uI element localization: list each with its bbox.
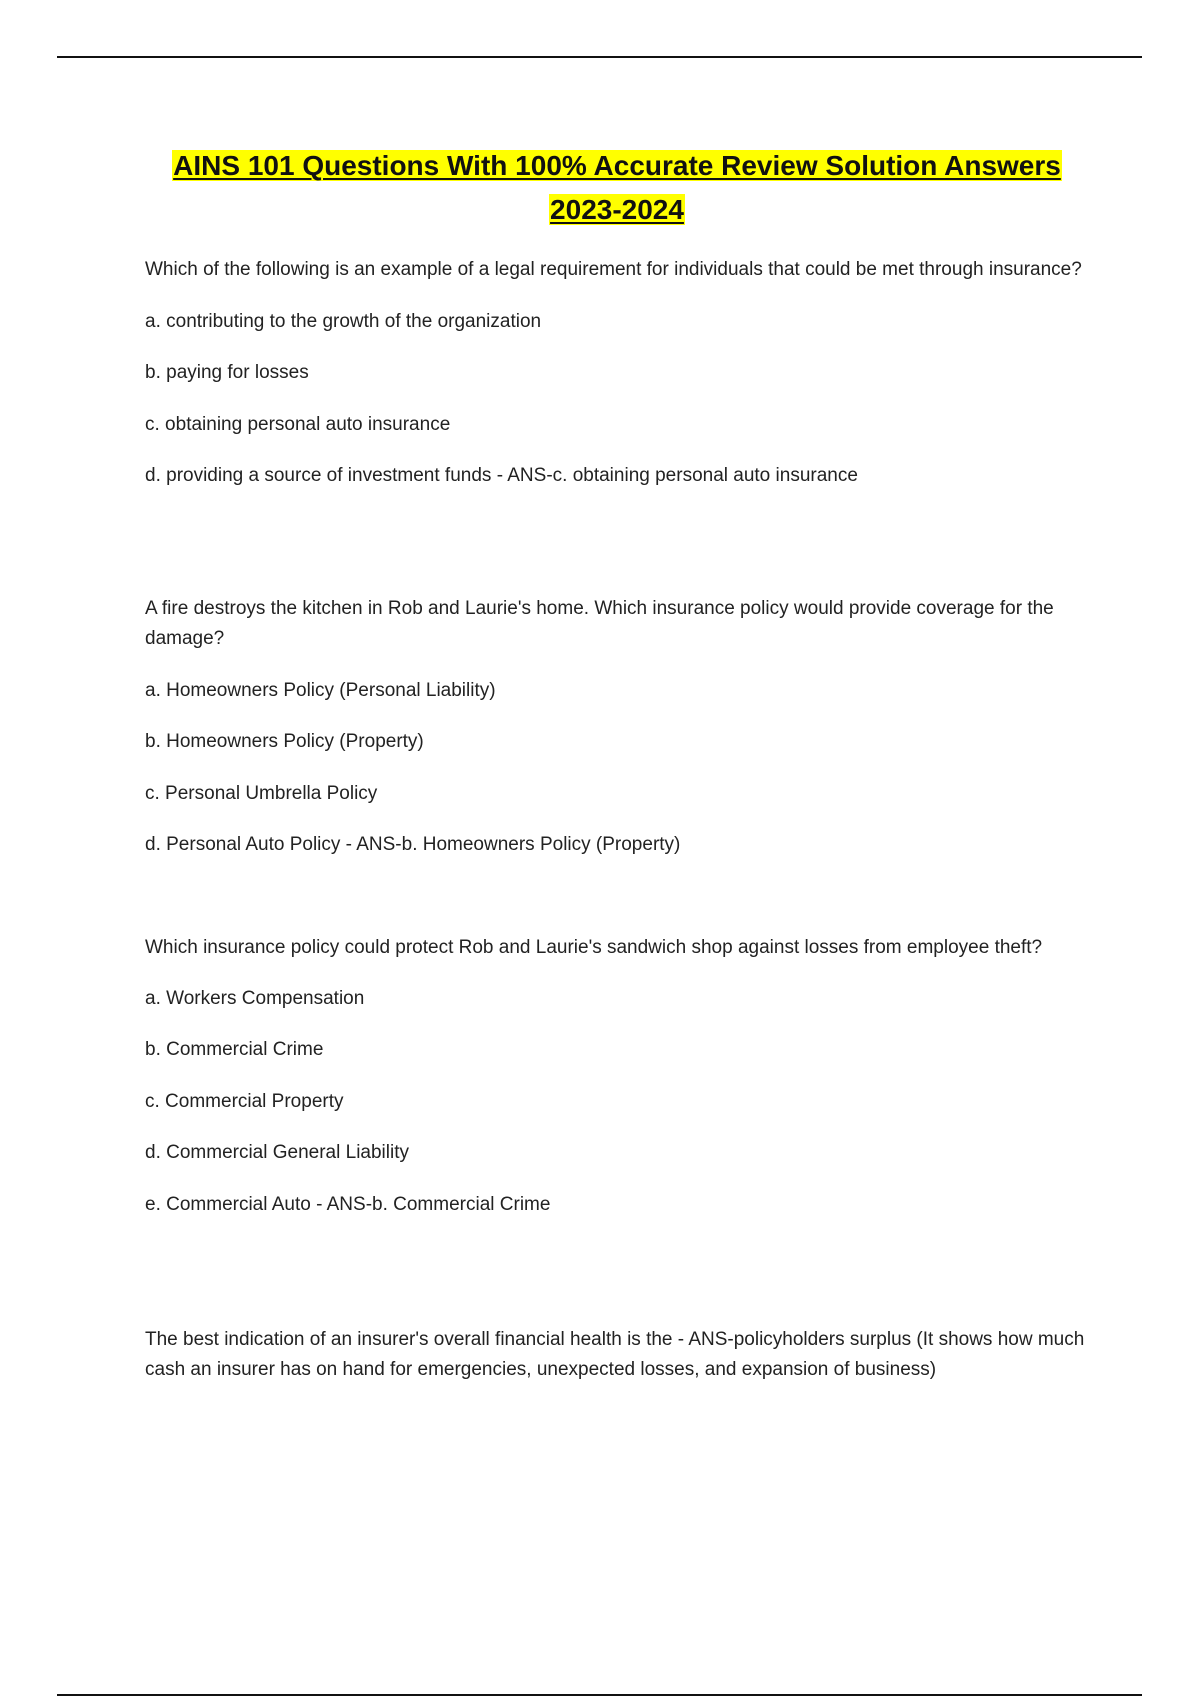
answer-option: a. Workers Compensation — [145, 988, 365, 1009]
answer-option: c. Commercial Property — [145, 1091, 344, 1112]
answer-option: a. Homeowners Policy (Personal Liability) — [145, 680, 496, 701]
footer-rule — [57, 1694, 1142, 1696]
title-line-2: 2023-2024 — [550, 194, 684, 225]
page-title — [60, 144, 1174, 232]
answer-option: d. Commercial General Liability — [145, 1142, 409, 1163]
question-text: The best indication of an insurer's overall financial health is the - ANS-policyholders surplus (It shows how much cash an insurer has on hand for emergencies, unexpected losses, and expansion of business) — [145, 1329, 1085, 1380]
answer-option: c. Personal Umbrella Policy — [145, 783, 378, 804]
question-block-4 — [145, 1325, 1095, 1385]
answer-option: d. Personal Auto Policy - ANS-b. Homeowners Policy (Property) — [145, 834, 681, 855]
answer-option: c. obtaining personal auto insurance — [145, 414, 451, 435]
title-line-1: AINS 101 Questions With 100% Accurate Review Solution Answers — [173, 150, 1061, 181]
question-block-3 — [145, 933, 1095, 1220]
question-text: Which insurance policy could protect Rob and Laurie's sandwich shop against losses from employee theft? — [145, 937, 1043, 958]
answer-option: e. Commercial Auto - ANS-b. Commercial Crime — [145, 1194, 551, 1215]
answer-option: b. Commercial Crime — [145, 1039, 324, 1060]
answer-option: b. Homeowners Policy (Property) — [145, 731, 424, 752]
question-text: Which of the following is an example of a legal requirement for individuals that could be met through insurance? — [145, 259, 1082, 280]
answer-option: d. providing a source of investment funds - ANS-c. obtaining personal auto insurance — [145, 465, 858, 486]
question-block-1 — [145, 255, 1095, 491]
question-block-2 — [145, 594, 1095, 860]
answer-option: a. contributing to the growth of the organization — [145, 311, 542, 332]
question-text: A fire destroys the kitchen in Rob and Laurie's home. Which insurance policy would provide coverage for the damage? — [145, 598, 1054, 649]
header-rule — [57, 56, 1142, 58]
answer-option: b. paying for losses — [145, 362, 309, 383]
